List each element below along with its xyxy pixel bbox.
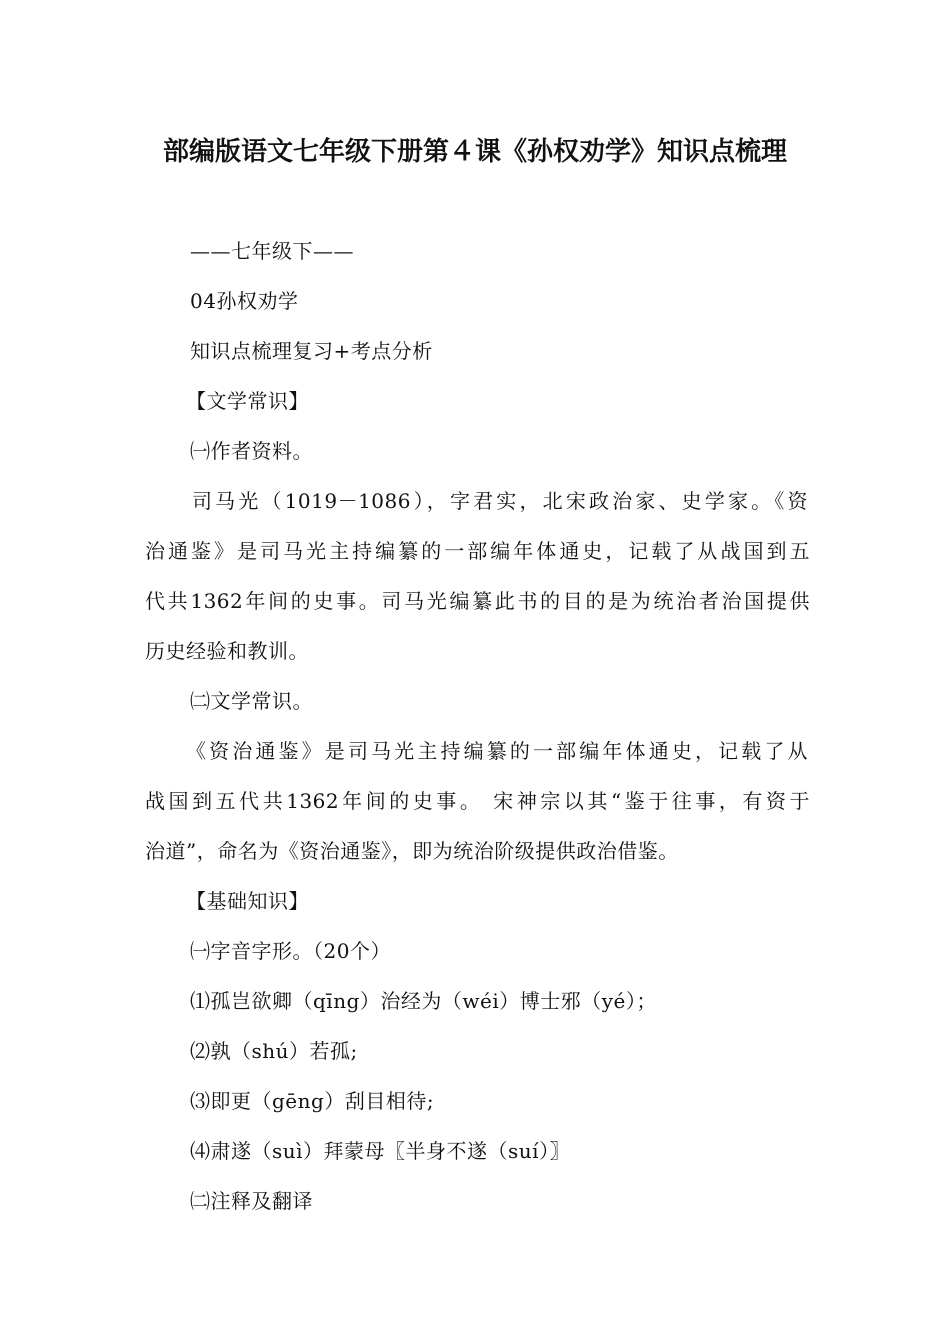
grade-heading: ——七年级下—— xyxy=(190,239,354,263)
subsection-literary: ㈡文学常识。 xyxy=(190,689,313,713)
list-item: ⑶即更（gēng）刮目相待; xyxy=(190,1089,435,1113)
lesson-heading: 04孙权劝学 xyxy=(190,289,299,313)
subsection-annotation: ㈡注释及翻译 xyxy=(190,1189,313,1213)
paragraph-line: 战国到五代共1362年间的史事。 宋神宗以其“鉴于往事，有资于 xyxy=(145,789,810,813)
section-heading-basic: 【基础知识】 xyxy=(186,889,309,913)
paragraph-line: 《资治通鉴》是司马光主持编纂的一部编年体通史，记载了从 xyxy=(186,739,808,763)
section-heading-literary: 【文学常识】 xyxy=(186,389,309,413)
paragraph-line: 治通鉴》是司马光主持编纂的一部编年体通史，记载了从战国到五 xyxy=(145,539,810,563)
paragraph-line: 代共1362年间的史事。司马光编纂此书的目的是为统治者治国提供 xyxy=(145,589,810,613)
list-item: ⑷肃遂（suì）拜蒙母〖半身不遂（suí）〗 xyxy=(190,1139,571,1163)
list-item: ⑵孰（shú）若孤; xyxy=(190,1039,358,1063)
subsection-pronunciation: ㈠字音字形。（20个） xyxy=(190,939,391,963)
paragraph-line: 历史经验和教训。 xyxy=(145,639,309,663)
list-item: ⑴孤岂欲卿（qīng）治经为（wéi）博士邪（yé）； xyxy=(190,989,657,1013)
document-title: 部编版语文七年级下册第４课《孙权劝学》知识点梳理 xyxy=(162,137,787,167)
subtitle-line: 知识点梳理复习+考点分析 xyxy=(190,339,433,363)
paragraph-line: 治道”，命名为《资治通鉴》，即为统治阶级提供政治借鉴。 xyxy=(145,839,679,863)
paragraph-line: 司马光（1019－1086），字君实，北宋政治家、史学家。《资 xyxy=(192,489,808,513)
subsection-author: ㈠作者资料。 xyxy=(190,439,313,463)
